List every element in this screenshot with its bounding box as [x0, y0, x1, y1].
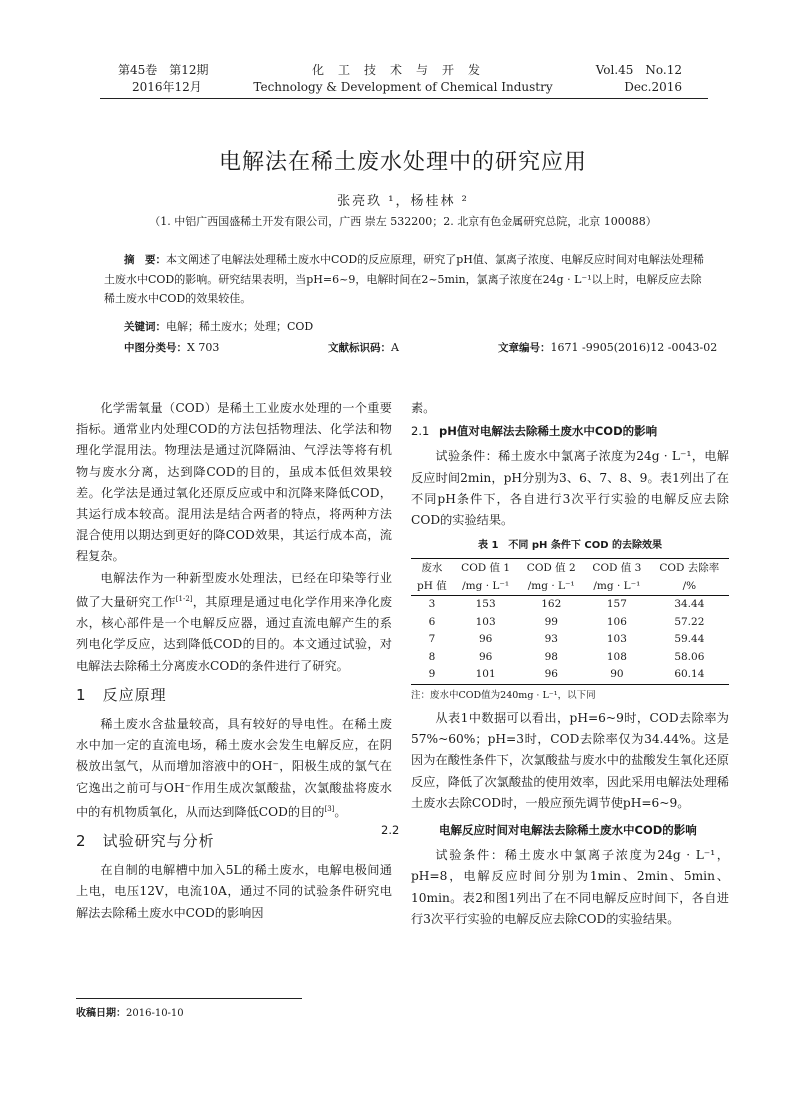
- received-label: 收稿日期：: [76, 1008, 126, 1019]
- table-cell: 106: [606, 615, 627, 628]
- table-header-row: [411, 577, 729, 596]
- received-value: 2016-10-10: [126, 1008, 184, 1019]
- subsection-title: pH值对电解法去除稀土废水中COD的影响: [439, 424, 658, 439]
- table-cell: 96: [478, 650, 493, 663]
- affiliations: （1. 中铝广西国盛稀土开发有限公司，广西 崇左 532200；2. 北京有色金属研究总院，北京 100088）: [149, 215, 657, 228]
- subsection-number: 2.2: [381, 822, 400, 837]
- section-heading: [76, 831, 392, 852]
- journal-en: Technology & Development of Chemical Industry: [253, 80, 553, 94]
- doc-label: 文献标识码：: [328, 342, 391, 354]
- table-cell: 96: [478, 633, 493, 646]
- table-header-cell: 废水: [411, 559, 453, 578]
- table-cell: 101: [453, 666, 519, 684]
- clc-value: X 703: [187, 341, 220, 354]
- table-cell: 162: [541, 598, 562, 611]
- paragraph: 在自制的电解槽中加入5L的稀土废水，电解电极间通上电，电压12V，电流10A，通过不同的试验条件研究电解法去除稀土废水中COD的影响因: [76, 863, 392, 920]
- table-header-cell: /mg · L⁻¹: [584, 577, 650, 596]
- paragraph: 化学需氧量（COD）是稀土工业废水处理的一个重要指标。通常业内处理COD的方法包括物理法、化学法和物理化学混用法。物理法是通过沉降隔油、气浮法等将有机物与废水分离，达到降COD的目的，虽成本低但效果较差。化学法是通过氧化还原反应或中和沉降来降低COD，其运行成本较高。混用法是结合两者的特点，将两种方法混合使用以期达到更好的降COD效果，其运行成本高，流程复杂。: [76, 401, 392, 564]
- header-center: [0, 62, 806, 96]
- table-header-cell: COD 值 2: [518, 559, 584, 578]
- art-label: 文章编号：: [498, 342, 551, 354]
- subsection-number: 2.1: [411, 424, 430, 439]
- art-value: 1671 -9905(2016)12 -0043-02: [550, 341, 718, 354]
- table-cell: 99: [544, 615, 558, 628]
- results-table: [411, 558, 729, 685]
- doc-code: [328, 340, 399, 355]
- paragraph: [76, 568, 392, 677]
- keywords: [124, 318, 313, 334]
- abstract-label: 摘 要：: [124, 254, 166, 266]
- paragraph: [76, 714, 392, 823]
- table-row: [411, 666, 729, 684]
- table-header-cell: /mg · L⁻¹: [518, 577, 584, 596]
- date-en: Dec.2016: [624, 80, 682, 94]
- header-divider: [100, 98, 708, 99]
- table-header-cell: pH 值: [411, 577, 453, 596]
- table-cell: 57.22: [674, 615, 705, 628]
- table-cell: 3: [428, 598, 436, 611]
- date-cn: 2016年12月: [132, 80, 202, 94]
- table-cell: 153: [475, 598, 496, 611]
- paragraph: 试验条件：稀土废水中氯离子浓度为24g · L⁻¹，电解反应时间2min，pH分别为3、6、7、8、9。表1列出了在不同pH条件下，各自进行3次平行实验的电解反应去除COD的实验结果。: [411, 449, 729, 528]
- keywords-label: 关键词：: [124, 321, 166, 333]
- section-number: 2: [76, 831, 87, 850]
- table-header-cell: COD 去除率: [650, 559, 729, 578]
- table-cell: 103: [606, 633, 627, 646]
- table-cell: 58.06: [674, 650, 705, 663]
- received-date: [76, 1004, 184, 1019]
- section-title: 反应原理: [102, 685, 167, 704]
- paragraph-text: 稀土废水含盐量较高，具有较好的导电性。在稀土废水中加一定的直流电场，稀土废水会发生电解反应，在阴极放出氢气，从而增加溶液中的OH⁻，阳极生成的氯气在它逸出之前可与OH⁻作用生成次氯酸盐，次氯酸盐将废水中的有机物质氧化，从而达到降低COD的目的: [76, 716, 392, 819]
- table-cell: 7: [428, 633, 436, 646]
- paragraph: 从表1中数据可以看出，pH=6~9时，COD去除率为57%~60%；pH=3时，COD去除率仅为34.44%。这是因为在酸性条件下，次氯酸盐与废水中的盐酸发生氧化还原反应，降低了次氯酸盐的使用效率，因此采用电解法处理稀土废水去除COD时，一般应预先调节使pH=6~9。: [411, 710, 729, 810]
- vol-en: Vol.45 No.12: [595, 63, 682, 77]
- table-cell: 157: [606, 598, 627, 611]
- paper-title: 电解法在稀土废水处理中的研究应用: [218, 150, 587, 175]
- table-row: [411, 649, 729, 667]
- abstract-text: 本文阐述了电解法处理稀土废水中COD的反应原理，研究了pH值、氯离子浓度、电解反应时间对电解法处理稀土废水中COD的影响。研究结果表明，当pH=6~9，电解时间在2~5min，氯离子浓度在24g · L⁻¹以上时，电解反应去除稀土废水中COD的效果较佳。: [104, 253, 704, 305]
- citation: [1-2]: [175, 594, 193, 603]
- table-cell: 90: [584, 666, 650, 684]
- paragraph: 试验条件：稀土废水中氯离子浓度为24g · L⁻¹，pH=8，电解反应时间分别为1min、2min、5min、10min。表2和图1列出了在不同电解反应时间下，各自进行3次平行实验的电解反应去除COD的实验结果。: [411, 848, 729, 926]
- table-cell: 59.44: [674, 633, 705, 646]
- section-title: 试验研究与分析: [102, 831, 215, 850]
- table-header-cell: /mg · L⁻¹: [453, 577, 519, 596]
- table-header-cell: COD 值 3: [584, 559, 650, 578]
- clc-number: [124, 340, 219, 355]
- subsection-heading: [381, 820, 729, 841]
- table-cell: 98: [544, 650, 558, 663]
- authors: 张亮玖 ¹，杨桂林 ²: [337, 194, 469, 209]
- header-right: [590, 62, 682, 96]
- table-cell: 93: [544, 633, 558, 646]
- continued-text: 素。: [411, 401, 436, 415]
- paragraph-text: 。: [334, 804, 347, 819]
- clc-label: 中图分类号：: [124, 342, 187, 354]
- footnote-divider: [76, 998, 302, 999]
- table-caption: 表 1 不同 pH 条件下 COD 的去除效果: [477, 540, 663, 552]
- table-cell: 6: [428, 615, 436, 628]
- table-header-cell: /%: [650, 577, 729, 596]
- table-header-cell: COD 值 1: [453, 559, 519, 578]
- section-number: 1: [76, 685, 87, 704]
- table-cell: 34.44: [674, 598, 705, 611]
- doc-value: A: [391, 341, 399, 354]
- paragraph-text: ，其原理是通过电化学作用来净化废水，核心部件是一个电解反应器，通过直流电解产生的系列电化学反应，达到降低COD的目的。本文通过试验，对电解法去除稀土分离废水COD的条件进行了研究。: [76, 594, 393, 673]
- left-column: [76, 398, 392, 924]
- table-row: [411, 614, 729, 632]
- table-cell: 103: [475, 615, 496, 628]
- section-heading: [76, 685, 392, 706]
- table-cell: 108: [606, 650, 627, 663]
- abstract: [104, 250, 704, 308]
- subsection-title: 电解反应时间对电解法去除稀土废水中COD的影响: [439, 822, 697, 837]
- table-cell: 96: [518, 666, 584, 684]
- table-cell: 8: [428, 650, 436, 663]
- citation: [3]: [324, 804, 335, 813]
- keywords-text: 电解；稀土废水；处理；COD: [166, 320, 314, 333]
- table-cell: 9: [411, 666, 453, 684]
- paragraph-text: 电解法作为一种新型废水处理法，已经在印染等行业做了大量研究工作: [76, 570, 392, 609]
- table-row: [411, 596, 729, 614]
- vol-issue: 第45卷 第12期: [118, 63, 209, 77]
- subsection-heading: [411, 421, 729, 442]
- journal-cn: 化工技术与开发: [311, 63, 494, 77]
- table-header-row: [411, 559, 729, 578]
- table-body: [411, 596, 729, 685]
- table-row: [411, 631, 729, 649]
- table-note: 注：废水中COD值为240mg · L⁻¹，以下同: [411, 689, 596, 701]
- right-column: [381, 398, 729, 930]
- article-number: [498, 340, 717, 355]
- table-cell: 60.14: [650, 666, 729, 684]
